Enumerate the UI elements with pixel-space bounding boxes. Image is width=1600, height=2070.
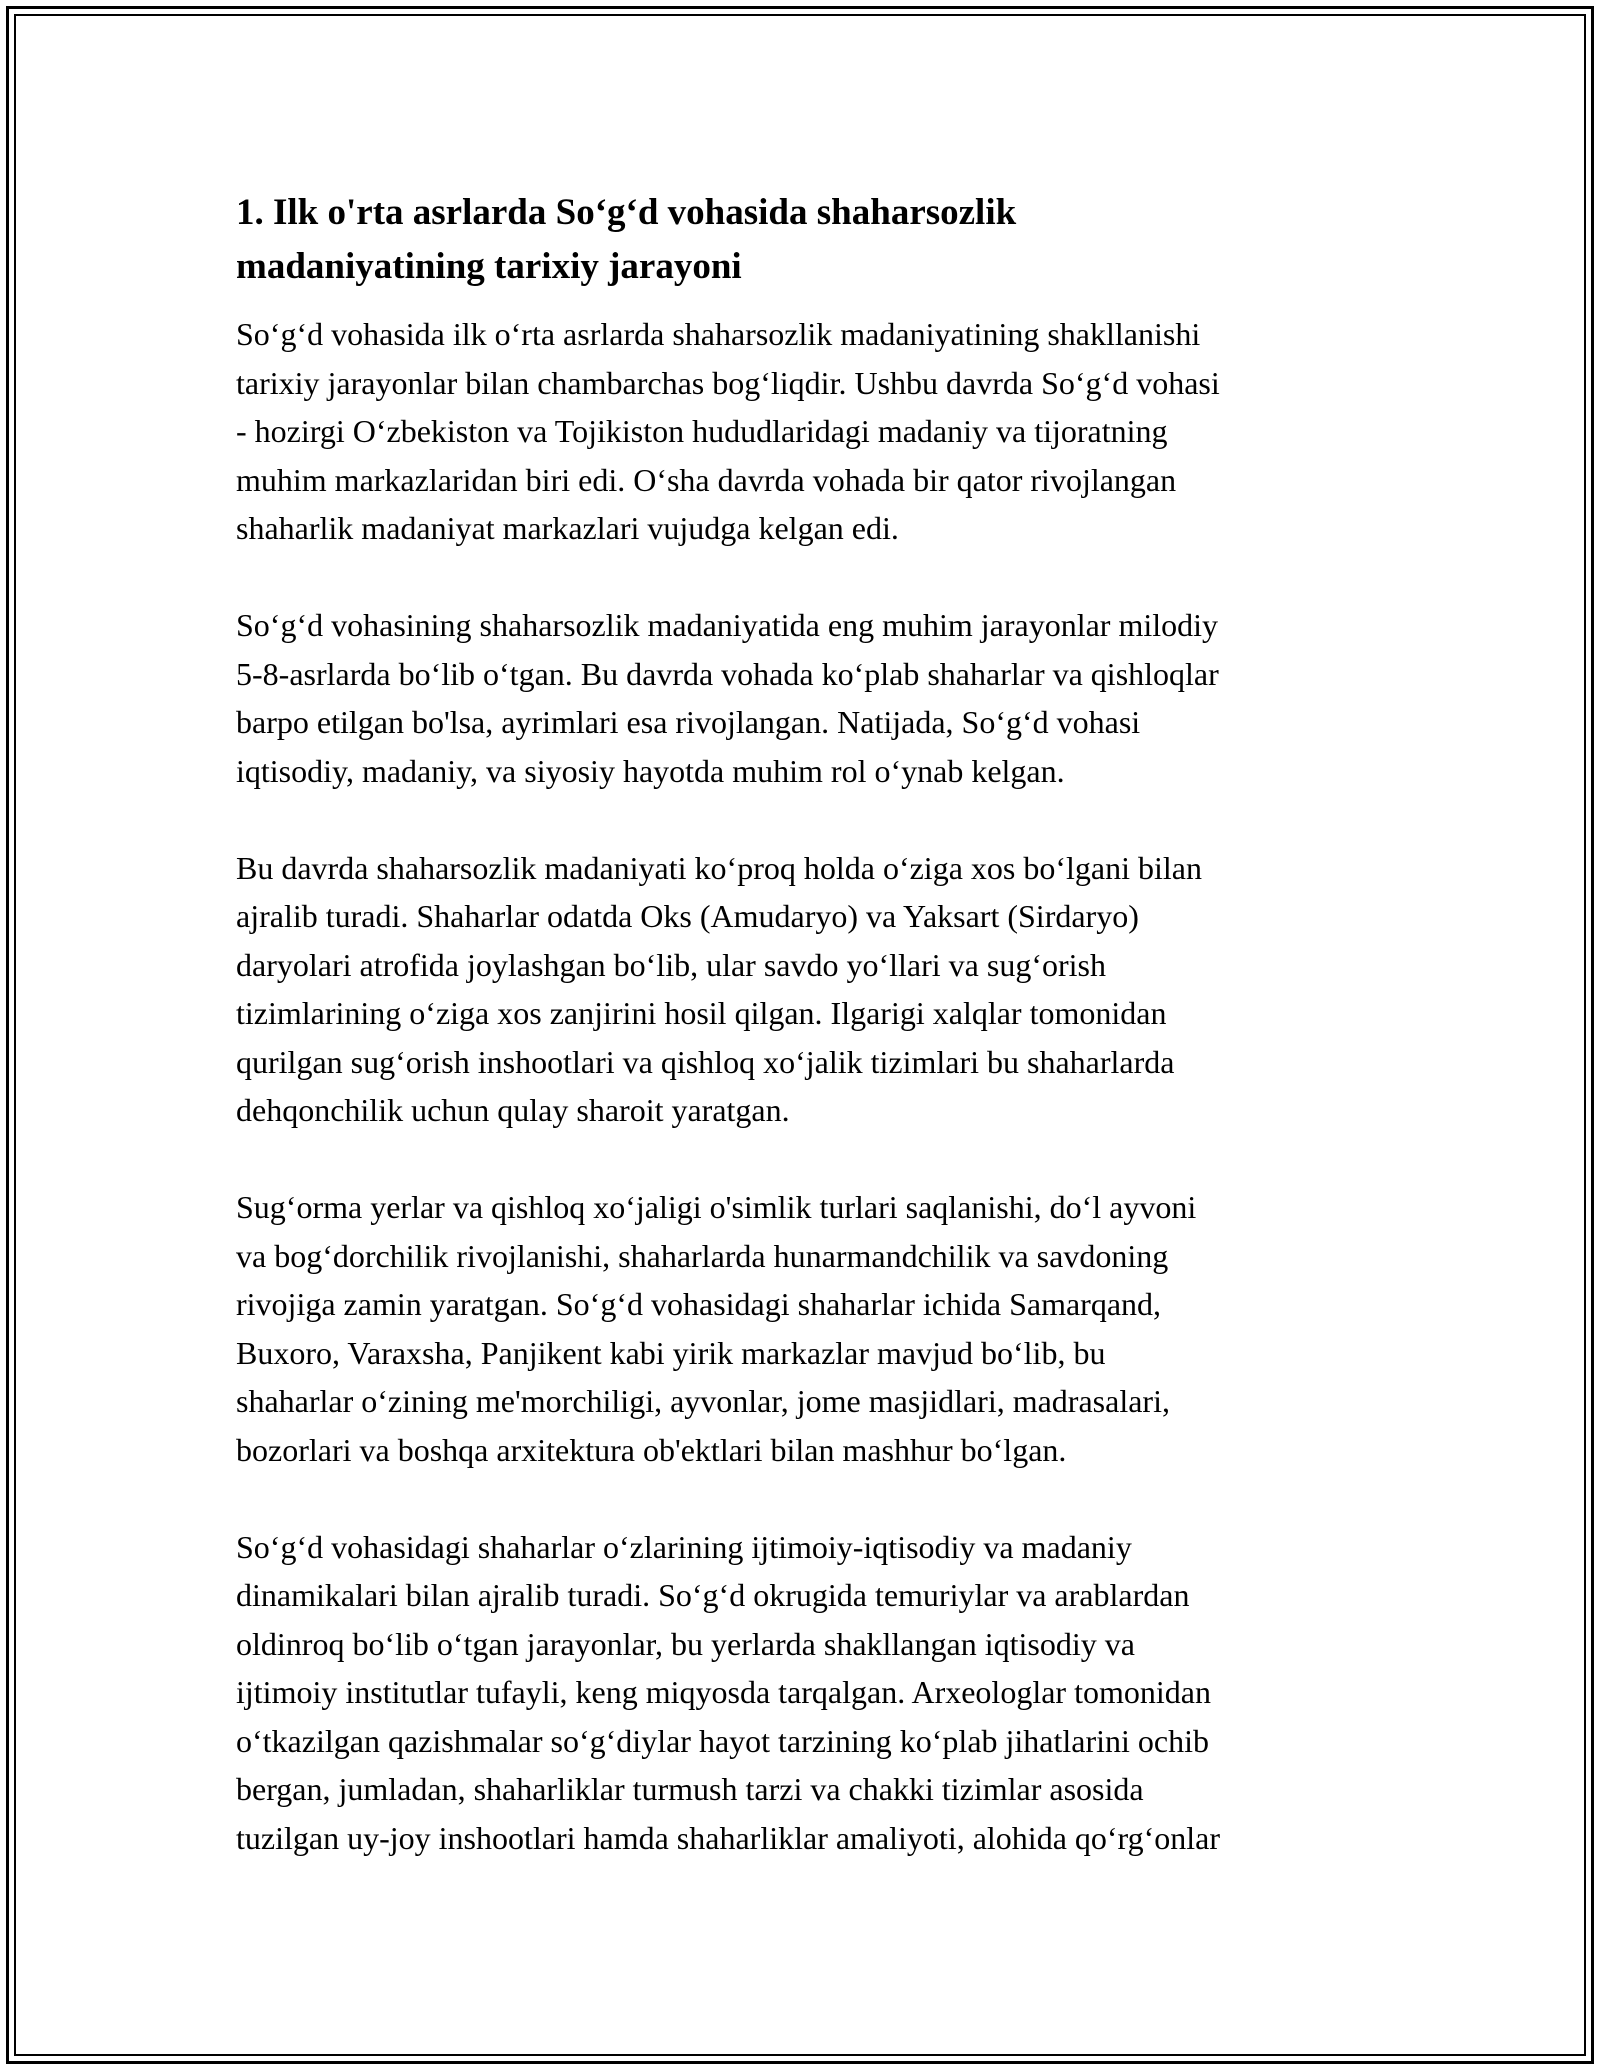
- paragraph-5: So‘g‘d vohasidagi shaharlar o‘zlarining ijtimoiy-iqtisodiy va madaniy dinamikalari bilan ajralib turadi. So‘g‘d okrugida temuriylar va arablardan oldinroq bo‘lib o‘tgan jarayonlar, bu yerlarda shakllangan iqtisodiy va ijtimoiy institutlar tufayli, keng miqyosda tarqalgan. Arxeologlar tomonidan o‘tkazilgan qazishmalar so‘g‘diylar hayot tarzining ko‘plab jihatlarini ochib bergan, jumladan, shaharliklar turmush tarzi va chakki tizimlar asosida tuzilgan uy-joy inshootlari hamda shaharliklar amaliyoti, alohida qo‘rg‘onlar: [236, 1528, 1221, 1856]
- paragraph-2: So‘g‘d vohasining shaharsozlik madaniyatida eng muhim jarayonlar milodiy 5-8-asrlarda bo‘lib o‘tgan. Bu davrda vohada ko‘plab shaharlar va qishloqlar barpo etilgan bo'lsa, ayrimlari esa rivojlangan. Natijada, So‘g‘d vohasi iqtisodiy, madaniy, va siyosiy hayotda muhim rol o‘ynab kelgan.: [236, 607, 1219, 789]
- paragraph-4: Sug‘orma yerlar va qishloq xo‘jaligi o'simlik turlari saqlanishi, do‘l ayvoni va bog‘dorchilik rivojlanishi, shaharlarda hunarmandchilik va savdoning rivojiga zamin yaratgan. So‘g‘d vohasidagi shaharlar ichida Samarqand, Buxoro, Varaxsha, Panjikent kabi yirik markazlar mavjud bo‘lib, bu shaharlar o‘zining me'morchiligi, ayvonlar, jome masjidlari, madrasalari, bozorlari va boshqa arxitektura ob'ektlari bilan mashhur bo‘lgan.: [236, 1189, 1197, 1468]
- paragraph-1: So‘g‘d vohasida ilk o‘rta asrlarda shaharsozlik madaniyatining shakllanishi tarixiy jarayonlar bilan chambarchas bog‘liqdir. Ushbu davrda So‘g‘d vohasi - hozirgi O‘zbekiston va Tojikiston hududlaridagi madaniy va tijoratning muhim markazlaridan biri edi. O‘sha davrda vohada bir qator rivojlangan shaharlik madaniyat markazlari vujudga kelgan edi.: [236, 316, 1220, 546]
- document-body: [236, 186, 1376, 1911]
- section-heading: 1. Ilk o'rta asrlarda So‘g‘d vohasida shaharsozlik madaniyatining tarixiy jarayoni: [236, 192, 1017, 287]
- paragraph-3: Bu davrda shaharsozlik madaniyati ko‘proq holda o‘ziga xos bo‘lgani bilan ajralib turadi. Shaharlar odatda Oks (Amudaryo) va Yaksart (Sirdaryo) daryolari atrofida joylashgan bo‘lib, ular savdo yo‘llari va sug‘orish tizimlarining o‘ziga xos zanjirini hosil qilgan. Ilgarigi xalqlar tomonidan qurilgan sug‘orish inshootlari va qishloq xo‘jalik tizimlari bu shaharlarda dehqonchilik uchun qulay sharoit yaratgan.: [236, 849, 1202, 1128]
